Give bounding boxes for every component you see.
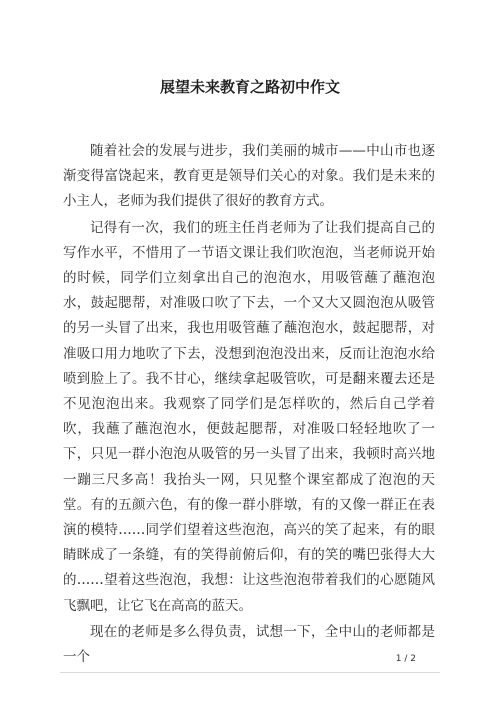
paragraph-2: 记得有一次，我们的班主任肖老师为了让我们提高自己的写作水平，不惜用了一节语文课让我们吹泡泡，当老师说开始的时候，同学们立刻拿出自己的泡泡水，用吸管蘸了蘸泡泡水，鼓起腮帮，对准吸口吹了下去，一个又大又圆泡泡从吸管的另一头冒了出来，我也用吸管蘸了蘸泡泡水，鼓起腮帮，对准吸口用力地吹了下去，没想到泡泡没出来，反而让泡泡水给喷到脸上了。我不甘心，继续拿起吸管吹，可是翻来覆去还是不见泡泡出来。我观察了同学们是怎样吹的，然后自己学着吹，我蘸了蘸泡泡水，便鼓起腮帮，对准吸口轻轻地吹了一下，只见一群小泡泡从吸管的另一头冒了出来，我顿时高兴地一蹦三尺多高！我抬头一网，只见整个课室都成了泡泡的天堂。有的五颜六色，有的像一群小胖墩，有的又像一群正在表演的模特……同学们望着这些泡泡，高兴的笑了起来，有的眼睛眯成了一条缝，有的笑得前俯后仰，有的笑的嘴巴张得大大的……望着这些泡泡，我想：让这些泡泡带着我们的心愿随风飞飘吧，让它飞在高高的蓝天。 — [63, 219, 435, 614]
paragraph-3: 现在的老师是多么得负责，试想一下，全中山的老师都是一个 — [63, 623, 435, 666]
footer-divider — [60, 672, 440, 673]
page-number: 1 / 2 — [395, 654, 416, 664]
document-title: 展望未来教育之路初中作文 — [159, 78, 340, 96]
paragraph-1: 随着社会的发展与进步，我们美丽的城市——中山市也逐渐变得富饶起来，教育更是领导们关心的对象。我们是未来的小主人，老师为我们提供了很好的教育方式。 — [63, 143, 435, 210]
document-body — [63, 139, 435, 671]
